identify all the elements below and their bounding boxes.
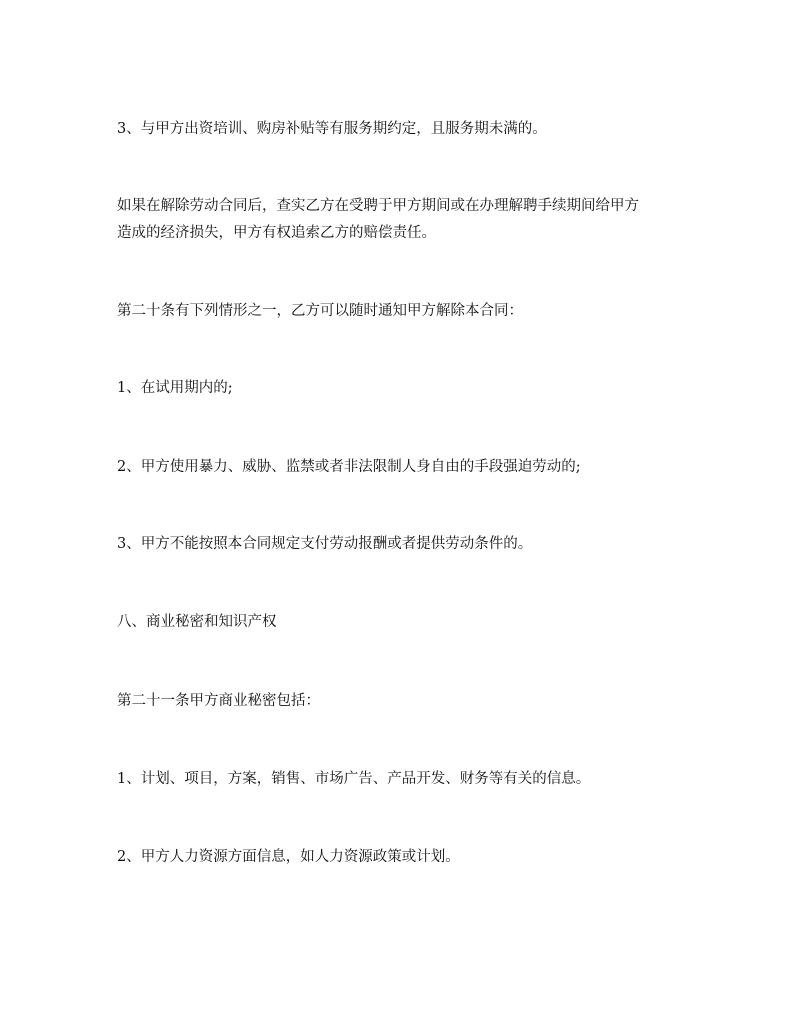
paragraph-line: 第二十条有下列情形之一，乙方可以随时通知甲方解除本合同： <box>117 303 523 319</box>
article-20-item-3 <box>117 531 697 558</box>
paragraph-service-period-clause <box>117 116 697 143</box>
paragraph-line: 如果在解除劳动合同后，查实乙方在受聘于甲方期间或在办理解聘手续期间给甲方 <box>117 198 639 214</box>
article-21-item-1 <box>117 766 697 793</box>
paragraph-line: 2、甲方人力资源方面信息，如人力资源政策或计划。 <box>117 849 460 865</box>
article-21-item-2 <box>117 844 697 871</box>
paragraph-line: 3、甲方不能按照本合同规定支付劳动报酬或者提供劳动条件的。 <box>117 536 533 552</box>
article-20-heading <box>117 298 697 325</box>
article-21-heading <box>117 688 697 715</box>
section-8-heading <box>117 609 697 636</box>
paragraph-line: 1、在试用期内的; <box>117 380 233 396</box>
paragraph-line: 造成的经济损失，甲方有权追索乙方的赔偿责任。 <box>117 225 436 241</box>
paragraph-line: 1、计划、项目，方案，销售、市场广告、产品开发、财务等有关的信息。 <box>117 771 591 787</box>
paragraph-line: 2、甲方使用暴力、威胁、监禁或者非法限制人身自由的手段强迫劳动的; <box>117 459 581 475</box>
paragraph-line: 第二十一条甲方商业秘密包括： <box>117 693 320 709</box>
article-20-item-1 <box>117 375 697 402</box>
paragraph-economic-loss-clause <box>117 193 697 247</box>
paragraph-line: 3、与甲方出资培训、购房补贴等有服务期约定，且服务期未满的。 <box>117 121 547 137</box>
article-20-item-2 <box>117 454 697 481</box>
paragraph-line: 八、商业秘密和知识产权 <box>117 614 277 630</box>
